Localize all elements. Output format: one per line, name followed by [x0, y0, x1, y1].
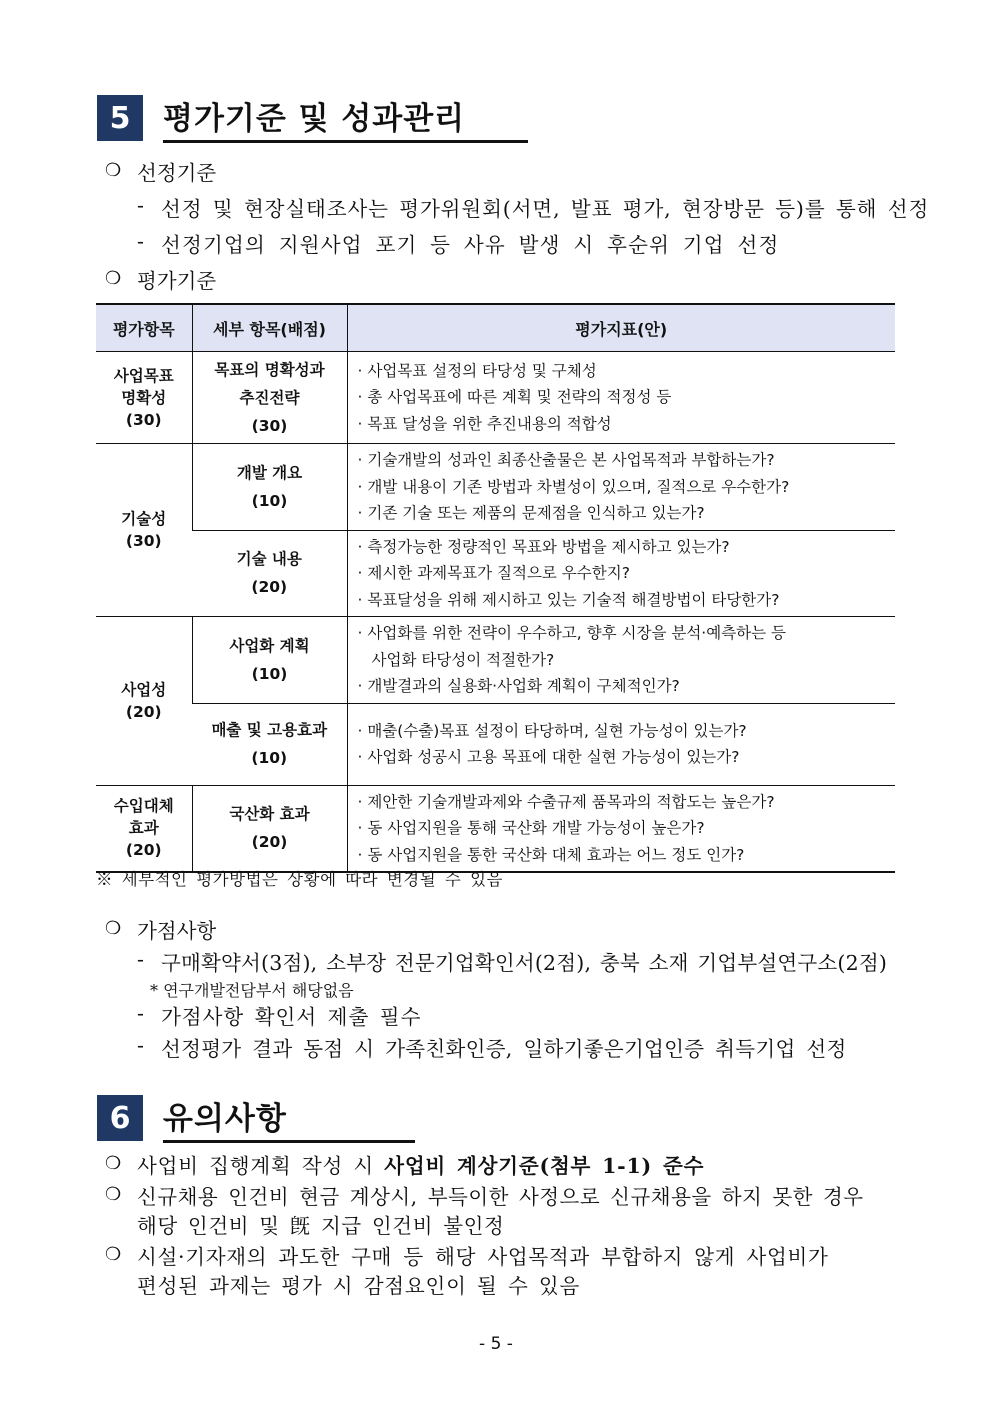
section-5-title: 평가기준 및 성과관리 — [163, 93, 528, 143]
bonus-item-1: 구매확약서(3점), 소부장 전문기업확인서(2점), 충북 소재 기업부설연구소(2점) — [161, 951, 888, 975]
subitem-cell — [192, 617, 347, 704]
indicator-cell — [347, 785, 895, 872]
indicator-item: · 사업화 성공시 고용 목표에 대한 실현 가능성이 있는가? — [357, 748, 740, 766]
table-header-cell: 세부 항목(배점) — [192, 304, 347, 352]
table-header-cell: 평가항목 — [96, 304, 192, 352]
section-6-title: 유의사항 — [163, 1093, 415, 1143]
selection-item-2: 선정기업의 지원사업 포기 등 사유 발생 시 후순위 기업 선정 — [161, 233, 780, 257]
table-note: ※ 세부적인 평가방법은 상황에 따라 변경될 수 있음 — [96, 870, 503, 889]
subitem-cell — [192, 530, 347, 617]
subitem-label: 목표의 명확성과 — [214, 360, 325, 379]
indicator-cell — [347, 352, 895, 444]
indicator-cell — [347, 617, 895, 704]
category-cell — [96, 785, 192, 872]
indicator-item: · 목표달성을 위해 제시하고 있는 기술적 해결방법이 타당한가? — [357, 590, 780, 609]
circle-bullet-icon: ❍ — [105, 1244, 122, 1265]
subitem-label: 추진전략 — [239, 388, 300, 407]
table-header-cell: 평가지표(안) — [347, 304, 895, 352]
evaluation-heading: 평가기준 — [137, 269, 217, 293]
notice-item-1-bold: 사업비 계상기준(첨부 1-1) 준수 — [384, 1154, 705, 1178]
category-label: 명확성 — [121, 388, 167, 407]
section-6-number: 6 — [97, 1095, 143, 1141]
indicator-item: · 사업목표 설정의 타당성 및 구체성 — [357, 361, 597, 380]
dash-icon: - — [137, 1001, 144, 1025]
indicator-item: · 동 사업지원을 통해 국산화 개발 가능성이 높은가? — [357, 819, 705, 837]
indicator-item: · 제안한 기술개발과제와 수출규제 품목과의 적합도는 높은가? — [357, 792, 775, 811]
category-cell — [96, 617, 192, 786]
category-score: (20) — [125, 841, 162, 860]
bonus-item-1-note: * 연구개발전담부서 해당없음 — [150, 981, 354, 1000]
indicator-item: · 기술개발의 성과인 최종산출물은 본 사업목적과 부합하는가? — [357, 451, 775, 469]
subitem-score: (30) — [251, 416, 288, 435]
table-row — [96, 352, 895, 444]
category-score: (30) — [125, 410, 162, 429]
indicator-item: · 목표 달성을 위한 추진내용의 적합성 — [357, 414, 612, 433]
indicator-cell — [347, 530, 895, 617]
evaluation-table — [96, 303, 895, 873]
subitem-score: (20) — [251, 578, 288, 597]
notice-item-3-line-2: 편성된 과제는 평가 시 감점요인이 될 수 있음 — [137, 1274, 581, 1298]
dash-icon: - — [137, 1033, 144, 1057]
indicator-item: · 제시한 과제목표가 질적으로 우수한지? — [357, 564, 630, 582]
category-cell — [96, 444, 192, 617]
section-5-number: 5 — [97, 95, 143, 141]
table-row — [96, 703, 895, 785]
subitem-cell — [192, 444, 347, 531]
notice-item-1 — [137, 1149, 704, 1179]
section-6-header — [97, 1095, 415, 1141]
indicator-item: · 매출(수출)목표 설정이 타당하며, 실현 가능성이 있는가? — [357, 721, 747, 740]
subitem-label: 개발 개요 — [236, 463, 303, 482]
subitem-score: (10) — [251, 664, 288, 683]
dash-icon: - — [137, 229, 144, 253]
bonus-heading: 가점사항 — [137, 919, 217, 943]
section-5-header — [97, 95, 528, 141]
subitem-cell — [192, 785, 347, 872]
table-row — [96, 530, 895, 617]
category-score: (20) — [125, 702, 162, 721]
indicator-item: · 기존 기술 또는 제품의 문제점을 인식하고 있는가? — [357, 504, 705, 522]
circle-bullet-icon: ❍ — [105, 918, 122, 939]
dash-icon: - — [137, 193, 144, 217]
subitem-cell — [192, 352, 347, 444]
indicator-cell — [347, 444, 895, 531]
indicator-item: · 사업화를 위한 전략이 우수하고, 향후 시장을 분석·예측하는 등 — [357, 624, 787, 642]
category-label: 기술성 — [121, 510, 167, 528]
indicator-item: · 측정가능한 정량적인 목표와 방법을 제시하고 있는가? — [357, 537, 730, 556]
table-header-row — [96, 304, 895, 352]
indicator-item: · 총 사업목표에 따른 계획 및 전략의 적정성 등 — [357, 388, 672, 407]
subitem-label: 기술 내용 — [236, 550, 302, 569]
bonus-item-2: 가점사항 확인서 제출 필수 — [161, 1005, 422, 1029]
subitem-score: (10) — [251, 749, 288, 767]
selection-item-1: 선정 및 현장실태조사는 평가위원회(서면, 발표 평가, 현장방문 등)를 통해 선정 — [161, 197, 930, 221]
category-label: 사업목표 — [113, 366, 174, 385]
circle-bullet-icon: ❍ — [105, 268, 122, 289]
table-row — [96, 617, 895, 704]
selection-heading: 선정기준 — [137, 161, 217, 185]
subitem-label: 국산화 효과 — [229, 805, 310, 824]
indicator-item: · 동 사업지원을 통한 국산화 대체 효과는 어느 정도 인가? — [357, 845, 745, 864]
dash-icon: - — [137, 947, 144, 971]
category-label: 효과 — [128, 819, 159, 838]
subitem-label: 사업화 계획 — [229, 636, 310, 655]
subitem-label: 매출 및 고용효과 — [211, 721, 328, 739]
indicator-item: 사업화 타당성이 적절한가? — [371, 650, 555, 669]
subitem-score: (20) — [251, 833, 288, 852]
notice-item-2-line-1: 신규채용 인건비 현금 계상시, 부득이한 사정으로 신규채용을 하지 못한 경우 — [137, 1185, 864, 1209]
category-label: 수입대체 — [113, 797, 174, 816]
notice-item-3-line-1: 시설·기자재의 과도한 구매 등 해당 사업목적과 부합하지 않게 사업비가 — [137, 1245, 829, 1269]
bonus-item-3: 선정평가 결과 동점 시 가족친화인증, 일하기좋은기업인증 취득기업 선정 — [161, 1037, 847, 1061]
notice-item-1-text: 사업비 집행계획 작성 시 — [137, 1154, 385, 1178]
category-label: 사업성 — [121, 680, 167, 699]
page-number: - 5 - — [479, 1334, 513, 1354]
table-row — [96, 785, 895, 872]
circle-bullet-icon: ❍ — [105, 1153, 122, 1174]
indicator-item: · 개발 내용이 기존 방법과 차별성이 있으며, 질적으로 우수한가? — [357, 477, 790, 496]
circle-bullet-icon: ❍ — [105, 160, 122, 181]
category-score: (30) — [125, 532, 162, 550]
indicator-item: · 개발결과의 실용화·사업화 계획이 구체적인가? — [357, 677, 680, 695]
indicator-cell — [347, 703, 895, 785]
circle-bullet-icon: ❍ — [105, 1184, 122, 1205]
subitem-cell — [192, 703, 347, 785]
notice-item-2-line-2: 해당 인건비 및 旣 지급 인건비 불인정 — [137, 1214, 505, 1238]
subitem-score: (10) — [251, 491, 288, 510]
category-cell — [96, 352, 192, 444]
table-row — [96, 444, 895, 531]
